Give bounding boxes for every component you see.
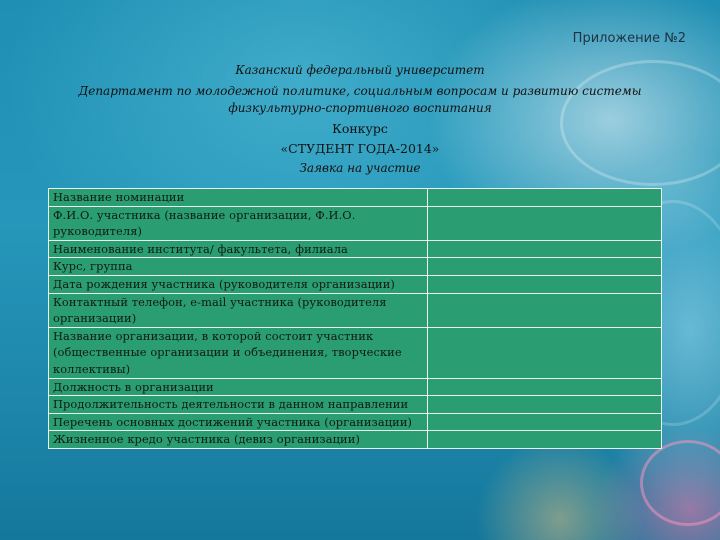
application-title: Заявка на участие (299, 161, 421, 175)
form-row (49, 396, 662, 414)
decorative-swirl (640, 440, 720, 526)
form-row (49, 293, 662, 327)
form-field-label: Перечень основных достижений участника (организации) (49, 413, 428, 431)
form-row (49, 431, 662, 449)
form-field-value[interactable] (428, 378, 662, 396)
form-field-value[interactable] (428, 275, 662, 293)
form-row (49, 327, 662, 378)
form-row (49, 206, 662, 240)
form-field-label: Название номинации (49, 189, 428, 207)
form-field-value[interactable] (428, 189, 662, 207)
form-table-body (49, 189, 662, 449)
form-field-value[interactable] (428, 413, 662, 431)
form-field-value[interactable] (428, 396, 662, 414)
form-field-value[interactable] (428, 431, 662, 449)
form-field-label: Дата рождения участника (руководителя организации) (49, 275, 428, 293)
form-field-label: Жизненное кредо участника (девиз организации) (49, 431, 428, 449)
form-field-label: Наименование института/ факультета, филиала (49, 240, 428, 258)
form-row (49, 413, 662, 431)
form-field-value[interactable] (428, 206, 662, 240)
form-row (49, 258, 662, 276)
form-row (49, 275, 662, 293)
form-field-label: Должность в организации (49, 378, 428, 396)
contest-label: Конкурс (332, 121, 388, 136)
application-form-table (48, 188, 662, 449)
form-field-value[interactable] (428, 258, 662, 276)
contest-name: «СТУДЕНТ ГОДА-2014» (280, 141, 440, 156)
department-line-2: физкультурно-спортивного воспитания (228, 101, 492, 115)
appendix-label: Приложение №2 (572, 31, 686, 46)
form-field-value[interactable] (428, 293, 662, 327)
form-row (49, 240, 662, 258)
form-field-label: Ф.И.О. участника (название организации, Ф.И.О. руководителя) (49, 206, 428, 240)
form-field-value[interactable] (428, 240, 662, 258)
university-name: Казанский федеральный университет (235, 63, 485, 77)
department-line-1: Департамент по молодежной политике, социальным вопросам и развитию системы (78, 84, 642, 98)
form-field-label: Курс, группа (49, 258, 428, 276)
form-field-value[interactable] (428, 327, 662, 378)
form-field-label: Контактный телефон, e-mail участника (руководителя организации) (49, 293, 428, 327)
form-row (49, 378, 662, 396)
form-field-label: Продолжительность деятельности в данном направлении (49, 396, 428, 414)
form-field-label: Название организации, в которой состоит участник (общественные организации и объединения, творческие коллективы) (49, 327, 428, 378)
form-row (49, 189, 662, 207)
